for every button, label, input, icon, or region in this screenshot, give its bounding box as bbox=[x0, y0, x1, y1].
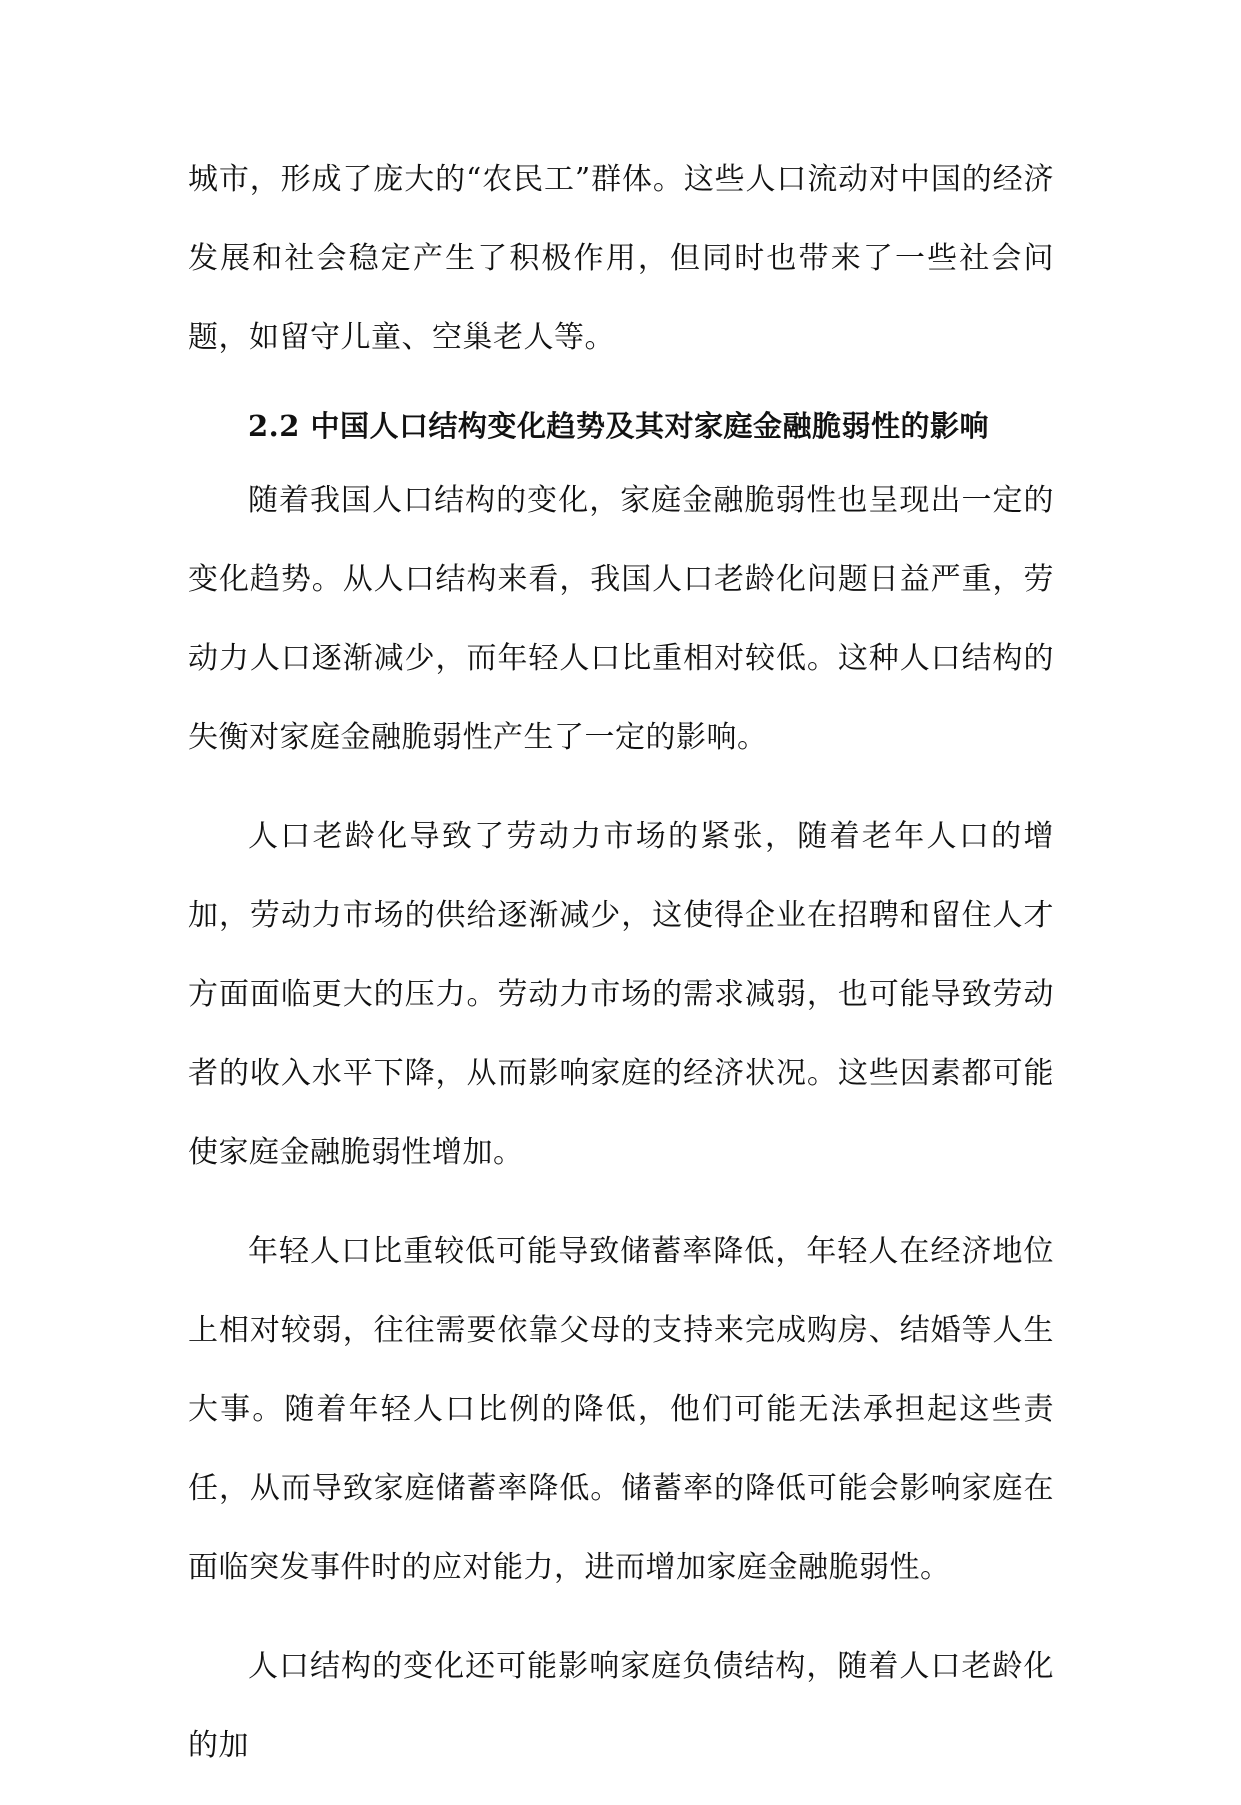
paragraph-4: 人口结构的变化还可能影响家庭负债结构，随着人口老龄化的加 bbox=[188, 1649, 1054, 1763]
document-body bbox=[188, 140, 1054, 1805]
paragraph-2: 人口老龄化导致了劳动力市场的紧张，随着老年人口的增加，劳动力市场的供给逐渐减少，这使得企业在招聘和留住人才方面面临更大的压力。劳动力市场的需求减弱，也可能导致劳动者的收入水平下降，从而影响家庭的经济状况。这些因素都可能使家庭金融脆弱性增加。 bbox=[188, 819, 1054, 1170]
section-heading: 2.2 中国人口结构变化趋势及其对家庭金融脆弱性的影响 bbox=[248, 409, 990, 443]
paragraph-1: 随着我国人口结构的变化，家庭金融脆弱性也呈现出一定的变化趋势。从人口结构来看，我国人口老龄化问题日益严重，劳动力人口逐渐减少，而年轻人口比重相对较低。这种人口结构的失衡对家庭金融脆弱性产生了一定的影响。 bbox=[188, 483, 1054, 755]
paragraph-3: 年轻人口比重较低可能导致储蓄率降低，年轻人在经济地位上相对较弱，往往需要依靠父母的支持来完成购房、结婚等人生大事。随着年轻人口比例的降低，他们可能无法承担起这些责任，从而导致家庭储蓄率降低。储蓄率的降低可能会影响家庭在面临突发事件时的应对能力，进而增加家庭金融脆弱性。 bbox=[188, 1234, 1054, 1585]
paragraph-continuation: 城市，形成了庞大的“农民工”群体。这些人口流动对中国的经济发展和社会稳定产生了积极作用，但同时也带来了一些社会问题，如留守儿童、空巢老人等。 bbox=[188, 162, 1054, 355]
